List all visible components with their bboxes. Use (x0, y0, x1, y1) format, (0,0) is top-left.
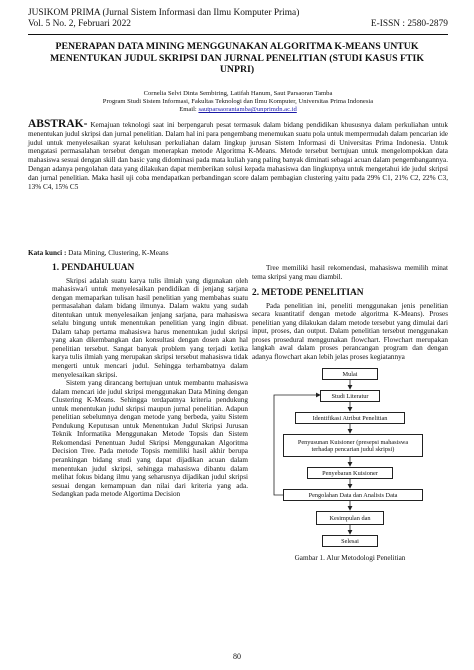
methodology-flowchart (252, 367, 448, 572)
right-column (252, 264, 448, 563)
flowchart-step-mulai: Mulai (322, 368, 378, 380)
keywords (28, 249, 448, 258)
section-heading-pendahuluan: 1. PENDAHULUAN (52, 263, 135, 273)
journal-issn: E-ISSN : 2580-2879 (370, 19, 448, 29)
pendahuluan-paragraph-1: Skripsi adalah suatu karya tulis ilmiah yang digunakan oleh mahasiswa/i untuk menyelesaikan pendidikan di jenjang sarjana dengan memaparkan tulisan hasil penelitian yang membahas suatu permasalahan dalam bidang ilmunya. Dalam waktu yang sudah ditentukan untuk menyelesaikan jenjang sarjana, para mahasiswa selalu bingung untuk menentukan penelitian yang ingin dibuat. Dalam tahap pertama mahasiswa harus menentukan judul skripsi yang akan dikembangkan dan konsultasi dengan dosen akan hal penelitian tersebut. Sangat banyak problem yang terjadi ketika karya tulis ilmiah yang merupakan skripsi tersebut mahasiswa tidak mengerti untuk mencari judul. Sehingga terhambatnya dalam menyelesaikan skripsi. (52, 276, 248, 379)
journal-volume: Vol. 5 No. 2, Februari 2022 (28, 19, 131, 29)
keywords-text: Data Mining, Clustering, K-Means (66, 249, 169, 257)
journal-header (28, 8, 448, 30)
paper-title: PENERAPAN DATA MINING MENGGUNAKAN ALGORITMA K-MEANS UNTUK MENENTUKAN JUDUL SKRIPSI DAN JURNAL PENELITIAN (STUDI KASUS FTIK UNPRI) (50, 41, 424, 76)
author-affiliation: Program Studi Sistem Informasi, Fakultas Teknologi dan Ilmu Komputer, Universitas Prima Indonesia (102, 98, 374, 106)
pendahuluan-paragraph-continued: Tree memiliki hasil rekomendasi, mahasiswa memilih minat tema skripsi yang mau diambil. (252, 264, 448, 281)
pendahuluan-paragraph-2: Sistem yang dirancang bertujuan untuk membantu mahasiswa dalam mencari ide judul skripsi menggunakan Data Mining dengan Clustering K-Means. Sehingga terdapatnya kriteria pendukung untuk menentukan judul skripsi maupun jurnal penelitian. Adapun penelitian sebelumnya dengan metode yang berbeda, yaitu Sistem Pendukung Keputusan untuk Menentukan Judul Skripsi Jurusan Teknik Informatika Menggunakan Metode Topsis dan Sistem Rekomendasi Penentuan Judul Skripsi Menggunakan Algoritma Decision Tree. Pada metode Topsis memiliki hasil akhir berupa perankingan bidang studi yang dapat dijadikan acuan dalam menentukan judul skripsi, sehingga mahasiswa dibantu dalam melihat fokus bidang ilmu yang seharusnya dijadikan judul skripsi sesuai dengan kemampuan dan nilai dari kriteria yang ada. Sedangkan pada metode Algortima Decision (52, 379, 248, 499)
flowchart-step-selesai: Selesai (322, 535, 378, 547)
journal-name: JUSIKOM PRIMA (Jurnal Sistem Informasi dan Ilmu Komputer Prima) (28, 8, 300, 18)
keywords-label: Kata kunci : (28, 249, 67, 257)
email-label: Email: (179, 106, 197, 114)
author-email-line (28, 106, 448, 114)
flowchart-step-studi-literatur: Studi Literatur (320, 390, 380, 402)
flowchart-step-identifikasi: Identifikasi Atribut Penelitian (295, 412, 405, 424)
flowchart-step-kesimpulan: Kesimpulan dan (316, 511, 384, 525)
header-divider (28, 34, 448, 35)
flowchart-step-pengolahan: Pengolahan Data dan Analisis Data (283, 489, 423, 501)
author-block (28, 90, 448, 115)
abstract-text: Kemajuan teknologi saat ini berpengaruh pesat termasuk dalam bidang pendidikan khususnya dalam perkuliahan untuk menentukan judul skripsi dan jurnal penelitian. Dalam hal ini para pengembang menemukan suatu pola untuk mempermudah dalam pencarian ide judul untuk menyelesaikan syarat kelulusan perkuliahan dalam lingkup jurusan Sistem Informasi di Universitas Prima Indonesia. Untuk mengatasi permasalahan tersebut dengan menerapkan metode Algoritma K-Means. Metode tersebut bertujuan untuk mengelompokkan data mahasiswa sesuai dengan skill dan basic yang didominasi pada mata kuliah yang paling banyak diminati sebagai acuan dalam pengembangannya. Dengan adanya pengolahan data yang dilakukan dapat memberikan solusi kepada mahasiswa dan lingkupnya untuk mengetahui ide judul skripsi dan jurnal penelitian. Maka hasil uji coba mendapatkan perbandingan score dalam pembagian clustering yaitu pada 29% C1, 21% C2, 22% C3, 13% C4, 15% C5 (28, 121, 448, 191)
page-number: 80 (233, 652, 241, 661)
abstract-label: ABSTRAK- (28, 118, 88, 130)
left-column (52, 264, 248, 499)
author-names: Cornelia Selvi Dinta Sembiring, Latifah Hanum, Saut Parsaoran Tamba (143, 90, 333, 97)
abstract (28, 120, 448, 191)
metode-paragraph-1: Pada penelitian ini, peneliti menggunakan jenis penelitian secara kuantitatif dengan metode algoritma K-Means). Proses penelitian yang dilakukan dalam metode tersebut yang dimulai dari input, proses, dan output. Dalam penelitian tersebut menggunakan proses prosedural menggunakan flowchart. Flowchart merupakan langkah awal dalam proses perancangan program dan dengan adanya flowchart akan lebih jelas proses kegiatannya (252, 301, 448, 361)
flowchart-step-kuisioner: Penyusunan Kuisioner (presepsi mahasiswa terhadap pencarian judul skripsi) (283, 434, 423, 457)
flowchart-step-penyebaran: Penyebaran Kuisioner (307, 467, 393, 479)
section-heading-metode: 2. METODE PENELITIAN (252, 288, 364, 299)
author-email-link[interactable]: sautparsaorantamba@unprimdn.ac.id (198, 106, 297, 114)
figure-caption: Gambar 1. Alur Metodologi Penelitian (294, 554, 406, 563)
